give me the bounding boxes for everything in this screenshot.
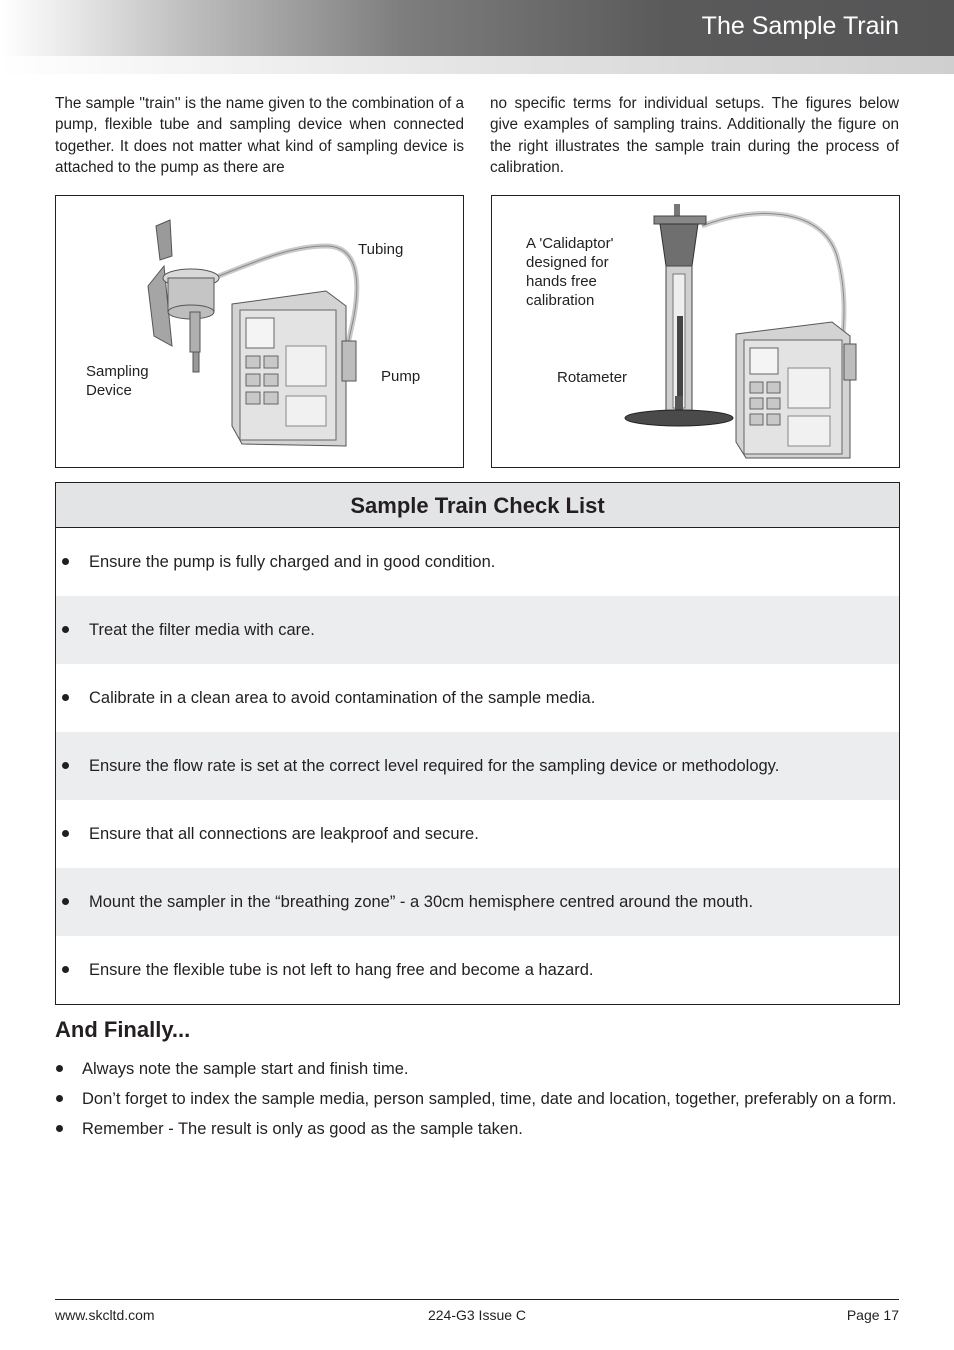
header-stripe xyxy=(0,56,954,74)
pump-button xyxy=(264,392,278,404)
check-list-item-text: Ensure the flow rate is set at the correct level required for the sampling device or methodology. xyxy=(89,756,780,775)
pump-display xyxy=(750,348,778,374)
footer-divider xyxy=(55,1299,899,1300)
pump-button xyxy=(750,382,763,393)
check-list-item xyxy=(56,664,899,732)
intro-right-column: no specific terms for individual setups. The figures below give examples of sampling trains. Additionally the figure on the right illustrates the sample train during the process of calibration. xyxy=(490,95,899,176)
pump-button xyxy=(767,382,780,393)
bullet-icon xyxy=(62,694,69,701)
pump-button xyxy=(767,414,780,425)
footer-page-number: Page 17 xyxy=(846,1307,899,1323)
pump-button xyxy=(750,414,763,425)
pump-button xyxy=(264,374,278,386)
check-list-item xyxy=(56,596,899,664)
pump-label xyxy=(286,346,326,386)
check-list-item-text: Ensure the pump is fully charged and in good condition. xyxy=(89,552,496,571)
page-title: The Sample Train xyxy=(701,12,899,40)
check-list-item-text: Treat the filter media with care. xyxy=(89,620,315,639)
calidaptor-label-line3: hands free xyxy=(526,273,597,290)
calidaptor-label-line2: designed for xyxy=(526,254,609,271)
footer-website: www.skcltd.com xyxy=(55,1307,155,1323)
bullet-icon xyxy=(62,762,69,769)
bullet-icon xyxy=(56,1065,63,1072)
check-list-item xyxy=(56,732,899,800)
pump-button xyxy=(750,398,763,409)
list-item-text: Always note the sample start and finish time. xyxy=(82,1060,409,1078)
sampling-device-label-line1: Sampling xyxy=(86,363,149,380)
check-list-table xyxy=(55,482,900,1005)
pump-display xyxy=(246,318,274,348)
pump-inlet xyxy=(342,341,356,381)
check-list-item-text: Ensure the flexible tube is not left to hang free and become a hazard. xyxy=(89,960,594,979)
pump-button xyxy=(246,392,260,404)
check-list-item xyxy=(56,936,899,1004)
cyclone-stem xyxy=(190,312,200,352)
and-finally-list xyxy=(55,1058,898,1148)
pump-button xyxy=(246,374,260,386)
check-list-item xyxy=(56,528,899,596)
cyclone-tip xyxy=(193,352,199,372)
check-list-title: Sample Train Check List xyxy=(56,483,899,528)
bullet-icon xyxy=(56,1095,63,1102)
check-list-item-text: Ensure that all connections are leakproof and secure. xyxy=(89,824,479,843)
check-list-item xyxy=(56,800,899,868)
pump-label xyxy=(788,368,830,408)
pump-button xyxy=(246,356,260,368)
rotameter-base xyxy=(625,410,733,426)
pump-button xyxy=(767,398,780,409)
bullet-icon xyxy=(62,966,69,973)
sampling-device-label-line2: Device xyxy=(86,382,132,399)
check-list-item-text: Mount the sampler in the “breathing zone” - a 30cm hemisphere centred around the mouth. xyxy=(89,892,754,911)
list-item xyxy=(55,1088,898,1110)
figure-calibration xyxy=(491,195,900,468)
list-item-text: Don’t forget to index the sample media, person sampled, time, date and location, together, preferably on a form. xyxy=(82,1090,897,1108)
bullet-icon xyxy=(62,626,69,633)
bullet-icon xyxy=(56,1125,63,1132)
pump-button xyxy=(264,356,278,368)
footer-doc-id: 224-G3 Issue C xyxy=(427,1307,527,1323)
calidaptor-body xyxy=(660,224,698,266)
and-finally-heading: And Finally... xyxy=(55,1017,191,1042)
rotameter-label: Rotameter xyxy=(557,369,628,386)
calidaptor-label-line4: calibration xyxy=(526,292,595,309)
figure-pump-sampling-device xyxy=(55,195,464,468)
tubing-label: Tubing xyxy=(358,241,404,258)
calidaptor-bar xyxy=(654,216,706,224)
rotameter-post xyxy=(677,316,683,396)
clip xyxy=(156,220,172,260)
pump-label xyxy=(286,396,326,426)
list-item xyxy=(55,1118,898,1140)
pump-inlet xyxy=(844,344,856,380)
bullet-icon xyxy=(62,830,69,837)
intro-left-column: The sample ''train'' is the name given to the combination of a pump, flexible tube and sampling device when connected together. It does not matter what kind of sampling device is attached to the pump as there are xyxy=(55,95,464,176)
bullet-icon xyxy=(62,898,69,905)
check-list-item xyxy=(56,868,899,936)
pump-sampling-illustration xyxy=(56,196,463,467)
bullet-icon xyxy=(62,558,69,565)
calidaptor-label-line1: A 'Calidaptor' xyxy=(526,235,614,252)
pump-label-text: Pump xyxy=(381,368,421,385)
check-list-item-text: Calibrate in a clean area to avoid contamination of the sample media. xyxy=(89,688,596,707)
list-item xyxy=(55,1058,898,1080)
list-item-text: Remember - The result is only as good as the sample taken. xyxy=(82,1120,523,1138)
pump-label xyxy=(788,416,830,446)
